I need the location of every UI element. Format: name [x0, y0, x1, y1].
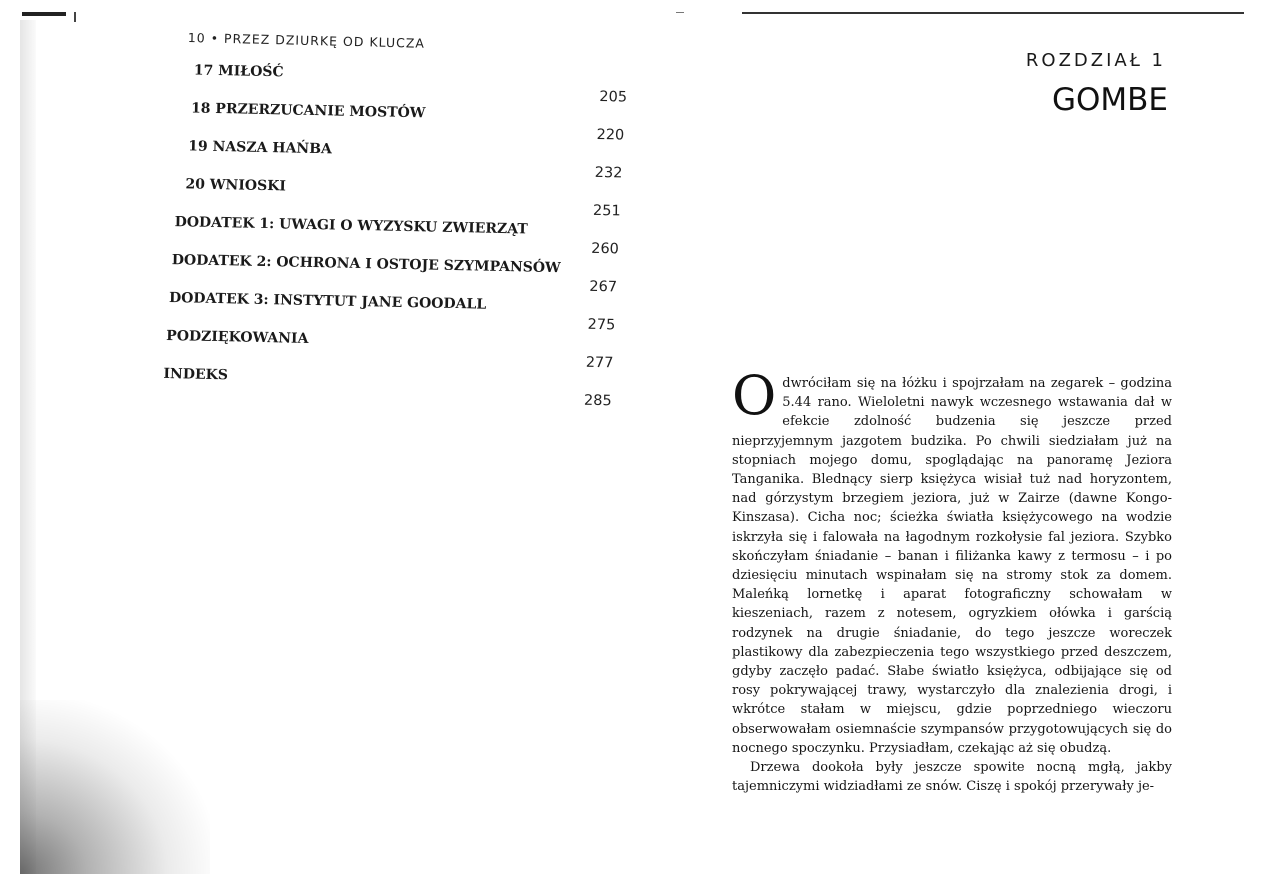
scan-line-top-right	[742, 12, 1244, 14]
toc-entry-page: 277	[585, 354, 614, 372]
toc-entry-page: 260	[591, 240, 620, 258]
scan-mark-top-left	[22, 12, 66, 16]
toc-entry-title: DODATEK 1: UWAGI O WYZYSKU ZWIERZĄT	[174, 214, 528, 238]
toc-entry-title: 20 WNIOSKI	[185, 176, 287, 195]
toc-entry-title: PODZIĘKOWANIA	[166, 327, 309, 347]
chapter-label: ROZDZIAŁ 1	[1025, 50, 1166, 71]
toc-entry-title: DODATEK 2: OCHRONA I OSTOJE SZYMPANSÓW	[171, 252, 561, 277]
scan-shadow-corner	[20, 700, 210, 874]
chapter-title: GOMBE	[1051, 82, 1168, 118]
paragraph-text: dwróciłam się na łóżku i spojrzałam na zegarek – godzina 5.44 rano. Wieloletni nawyk wczesnego wstawania dał w efekcie zdolność budzenia się jeszcze przed nieprzyjemnym jazgotem budzika. Po chwili siedziałam już na stopniach mojego domu, spoglądając na panoramę Jeziora Tanganika. Blednący sierp księżyca wisiał tuż nad horyzontem, nad górzystym brzegiem jeziora, już w Zairze (dawne Kongo-Kinszasa). Cicha noc; ścieżka światła księżycowego na wodzie iskrzyła się i falowała na łagodnym rozkołysie fal jeziora. Szybko skończyłam śniadanie – banan i filiżanka kawy z termosu – i po dziesięciu minutach wspinałam się na stromy stok za domem. Maleńką lornetkę i aparat fotograficzny schowałam w kieszeniach, razem z notesem, ogryzkiem ołówka i garścią rodzynek na drugie śniadanie, do tego jeszcze woreczek plastikowy dla zabezpieczenia tego wszystkiego przed deszczem, gdyby zaczęło padać. Słabe światło księżyca, odbijające się od rosy pokrywającej trawy, wystarczyło dla znalezienia drogi, i wkrótce stałam w miejscu, gdzie poprzedniego wieczoru obserwowałam osiemnaście szympansów przygotowujących się do nocnego spoczynku. Przysiadłam, czekając aż się obudzą.	[732, 376, 1172, 756]
drop-cap: O	[732, 364, 777, 427]
toc-entry-page: 220	[596, 126, 625, 144]
paragraph: Drzewa dookoła były jeszcze spowite nocną mgłą, jakby tajemniczymi widziadłami ze snów. Ciszę i spokój przerywały je-	[732, 760, 1172, 795]
toc-entry-page: 251	[592, 202, 621, 220]
toc-entry-page: 267	[589, 278, 618, 296]
scan-mark-small	[74, 12, 76, 22]
table-of-contents	[162, 62, 639, 432]
chapter-body	[732, 364, 1172, 796]
scan-mark-center	[676, 12, 684, 13]
toc-entry-title: INDEKS	[163, 365, 229, 384]
toc-entry-title: 17 MIŁOŚĆ	[193, 62, 284, 81]
running-head: 10 • PRZEZ DZIURKĘ OD KLUCZA	[187, 30, 426, 51]
paragraph	[732, 364, 1172, 758]
toc-entry-page: 275	[587, 316, 616, 334]
toc-entry-page: 285	[583, 392, 612, 410]
toc-entry-page: 205	[599, 89, 628, 106]
toc-entry-title: DODATEK 3: INSTYTUT JANE GOODALL	[168, 290, 487, 313]
toc-entry-page: 232	[594, 164, 623, 182]
toc-entry-title: 18 PRZERZUCANIE MOSTÓW	[190, 100, 426, 122]
toc-entry-title: 19 NASZA HAŃBA	[188, 138, 333, 158]
